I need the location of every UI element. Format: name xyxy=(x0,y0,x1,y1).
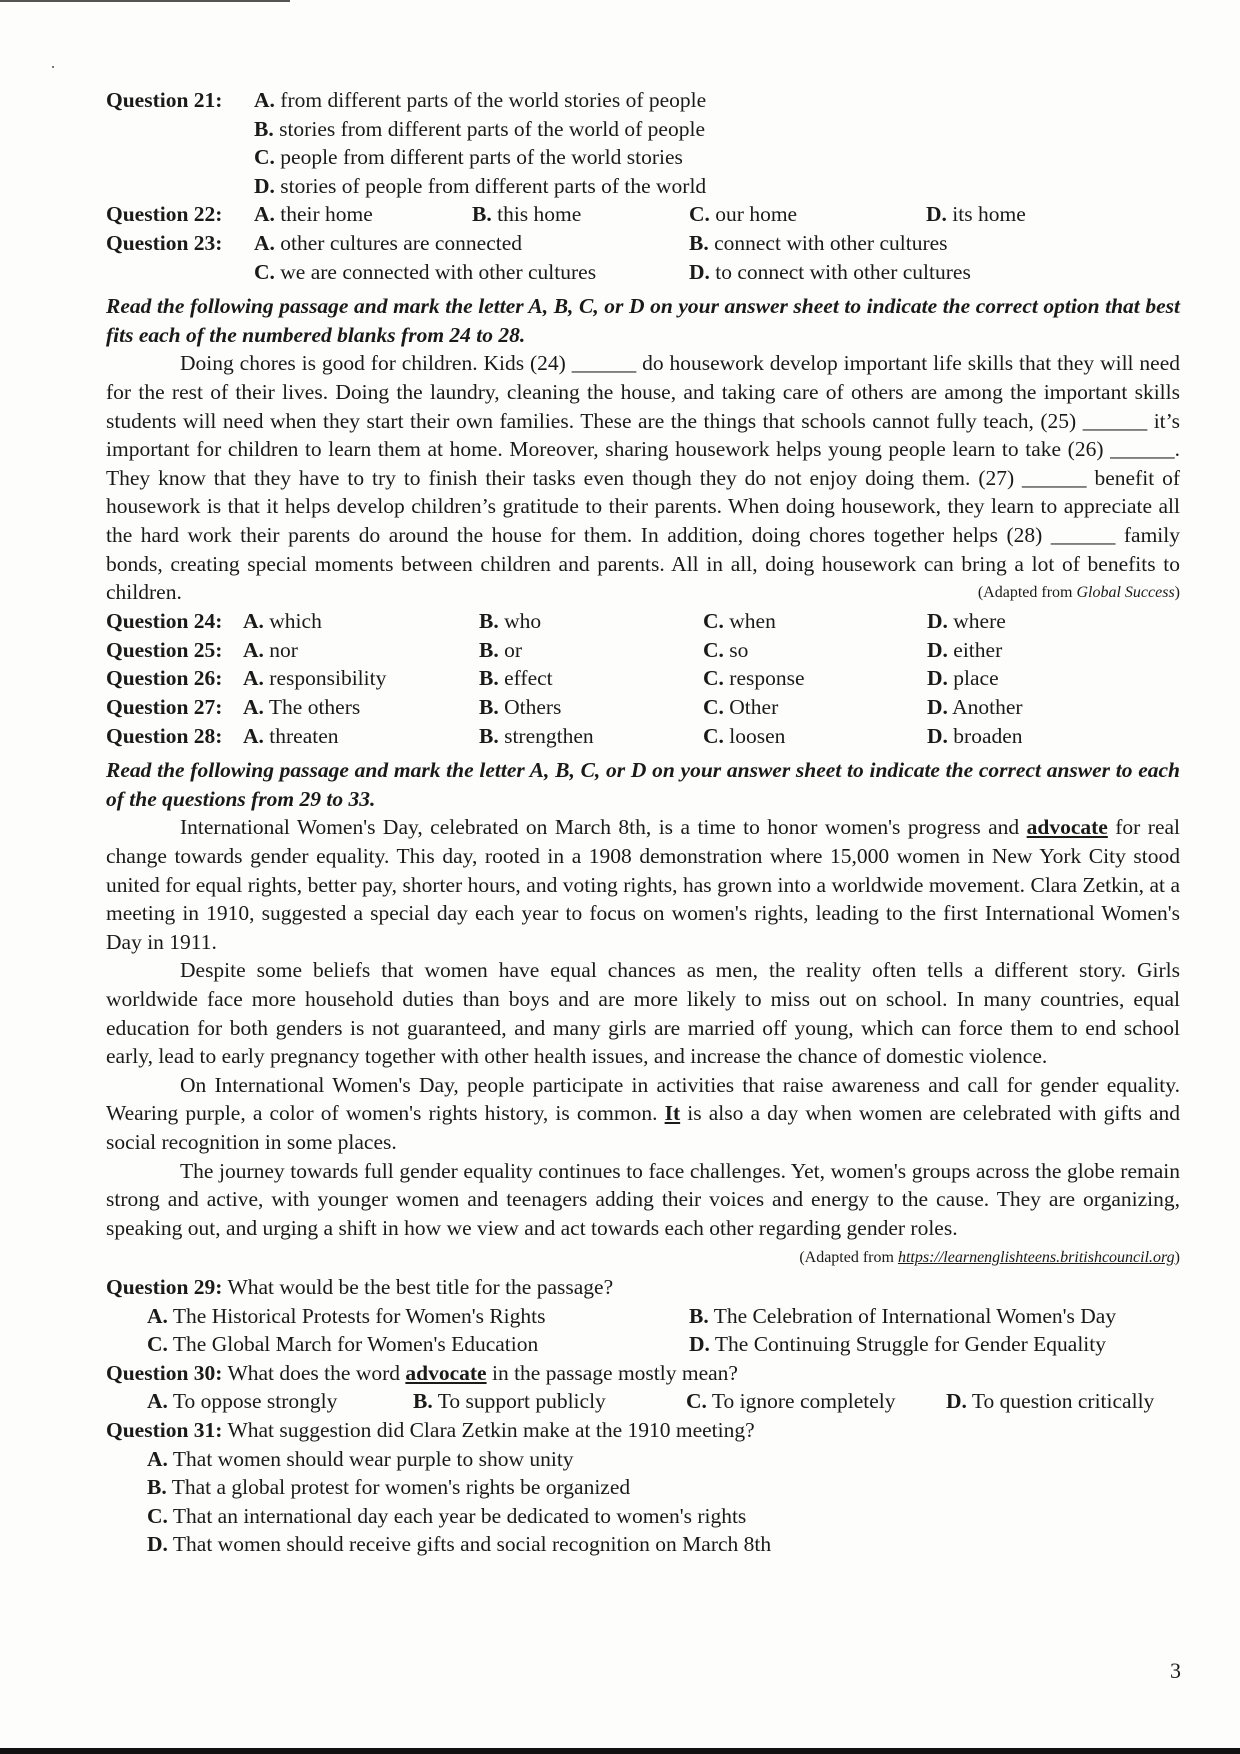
q30-highlight-advocate: advocate xyxy=(405,1360,487,1385)
q31-row-b xyxy=(106,1473,1180,1502)
q21-option-a[interactable]: A. from different parts of the world stories of people xyxy=(254,88,707,112)
q29-row-cd xyxy=(106,1330,1180,1359)
q29-option-b[interactable]: B. The Celebration of International Women's Day xyxy=(689,1303,1117,1328)
page-number: 3 xyxy=(1170,1658,1181,1683)
q27-option-c[interactable]: C. Other xyxy=(703,695,779,720)
q24-option-d[interactable]: D. where xyxy=(927,609,1006,634)
q27-row xyxy=(106,693,1180,722)
q30-label: Question 30: xyxy=(106,1360,223,1385)
q29-row-ab xyxy=(106,1302,1180,1331)
q24-label: Question 24: xyxy=(106,609,223,634)
q26-label: Question 26: xyxy=(106,666,223,691)
q31-row-a xyxy=(106,1445,1180,1474)
q23-option-c[interactable]: C. we are connected with other cultures xyxy=(254,259,597,284)
source-link[interactable]: https://learnenglishteens.britishcouncil.org xyxy=(897,1249,1175,1267)
q21-option-c[interactable]: C. people from different parts of the world stories xyxy=(254,145,683,170)
q24-row xyxy=(106,607,1180,636)
q26-option-b[interactable]: B. effect xyxy=(479,666,553,691)
source-british-council: (Adapted from https://learnenglishteens.britishcouncil.org) xyxy=(799,1249,1180,1267)
instruction-29-33: Read the following passage and mark the letter A, B, C, or D on your answer sheet to indicate the correct answer to each of the questions from 29 to 33. xyxy=(106,758,1180,811)
q28-label: Question 28: xyxy=(106,723,223,748)
q30-option-b[interactable]: B. To support publicly xyxy=(413,1389,606,1414)
q29-option-a[interactable]: A. The Historical Protests for Women's Rights xyxy=(147,1303,546,1328)
q31-stem-row xyxy=(106,1416,1180,1445)
q21-row-d xyxy=(106,172,1180,201)
q23-row-2 xyxy=(106,258,1180,287)
q21-option-b[interactable]: B. stories from different parts of the world of people xyxy=(254,116,705,141)
q27-option-d[interactable]: D. Another xyxy=(927,695,1023,720)
q22-option-b[interactable]: B. this home xyxy=(472,202,582,227)
q21-option-d[interactable]: D. stories of people from different parts of the world xyxy=(254,173,707,198)
q28-option-c[interactable]: C. loosen xyxy=(703,723,786,748)
q21-label: Question 21: xyxy=(106,88,223,112)
passage2-paragraph-2: Despite some beliefs that women have equal chances as men, the reality often tells a different story. Girls worldwide face more household duties than boys and are more likely to miss out on school. In many countries, equal education for both genders is not guaranteed, and many girls are married off young, which can force them to end school early, lead to early pregnancy together with other health issues, and increase the chance of domestic violence. xyxy=(106,958,1180,1069)
highlight-it: It xyxy=(664,1101,681,1126)
q27-option-a[interactable]: A. The others xyxy=(243,695,361,720)
q22-option-a[interactable]: A. their home xyxy=(254,202,373,227)
passage2-paragraph-3: On International Women's Day, people participate in activities that raise awareness and call for gender equality. Wearing purple, a color of women's rights history, is common. It is also a day when women are celebrated with gifts and social recognition in some places. xyxy=(106,1072,1180,1154)
q30-stem-row: Question 30: What does the word advocate in the passage mostly mean? xyxy=(106,1360,738,1385)
q29-option-c[interactable]: C. The Global March for Women's Education xyxy=(147,1332,539,1357)
source-global-success: (Adapted from Global Success) xyxy=(977,583,1180,601)
q31-row-d xyxy=(106,1530,1180,1559)
q23-label: Question 23: xyxy=(106,230,223,255)
highlight-advocate: advocate xyxy=(1026,815,1108,840)
q27-option-b[interactable]: B. Others xyxy=(479,695,562,720)
q28-row xyxy=(106,722,1180,751)
q30-option-a[interactable]: A. To oppose strongly xyxy=(147,1389,338,1414)
scan-speck xyxy=(52,66,54,68)
q25-option-c[interactable]: C. so xyxy=(703,637,749,662)
instruction-24-28: Read the following passage and mark the letter A, B, C, or D on your answer sheet to indicate the correct option that best fits each of the numbered blanks from 24 to 28. xyxy=(106,294,1180,347)
q22-option-d[interactable]: D. its home xyxy=(926,202,1026,227)
passage2-paragraph-4: The journey towards full gender equality continues to face challenges. Yet, women's groups across the globe remain strong and active, with younger women and teenagers adding their voices and energy to the cause. They are organizing, speaking out, and urging a shift in how we view and act towards each other regarding gender roles. xyxy=(106,1158,1180,1240)
q29-option-d[interactable]: D. The Continuing Struggle for Gender Equality xyxy=(689,1332,1106,1357)
q24-option-a[interactable]: A. which xyxy=(243,609,322,634)
q29-stem: What would be the best title for the passage? xyxy=(222,1274,614,1299)
q25-label: Question 25: xyxy=(106,637,223,662)
q22-label: Question 22: xyxy=(106,202,223,227)
q26-option-a[interactable]: A. responsibility xyxy=(243,666,387,691)
q23-option-b[interactable]: B. connect with other cultures xyxy=(689,230,948,255)
q27-label: Question 27: xyxy=(106,695,223,720)
q22-row xyxy=(106,200,1180,229)
q29-label: Question 29: xyxy=(106,1274,223,1299)
q28-option-a[interactable]: A. threaten xyxy=(243,723,339,748)
q26-option-c[interactable]: C. response xyxy=(703,666,805,691)
q30-option-c[interactable]: C. To ignore completely xyxy=(686,1389,896,1414)
q24-option-c[interactable]: C. when xyxy=(703,609,776,634)
q23-option-a[interactable]: A. other cultures are connected xyxy=(254,230,523,255)
q30-option-d[interactable]: D. To question critically xyxy=(946,1389,1155,1414)
q31-option-c[interactable]: C. That an international day each year be dedicated to women's rights xyxy=(147,1503,747,1528)
q25-row xyxy=(106,636,1180,665)
passage-chores: Doing chores is good for children. Kids (24) ______ do housework develop important life skills that they will need for the rest of their lives. Doing the laundry, cleaning the house, and taking care of others are among the important skills students will need when they start their own families. These are the things that schools cannot fully teach, (25) ______ it’s important for children to learn them at home. Moreover, sharing housework helps young people learn to take (26) ______. They know that they have to try to finish their tasks even though they do not enjoy doing them. (27) ______ benefit of housework is that it helps develop children’s gratitude to their parents. When doing housework, they learn to appreciate all the hard work their parents do around the house for them. In addition, doing chores together helps (28) ______ family bonds, creating special moments between children and parents. All in all, doing housework can bring a lot of benefits to children. xyxy=(106,351,1180,605)
q31-option-b[interactable]: B. That a global protest for women's rights be organized xyxy=(147,1475,631,1500)
exam-page xyxy=(106,86,1180,1559)
q21-row-c xyxy=(106,143,1180,172)
q28-option-d[interactable]: D. broaden xyxy=(927,723,1023,748)
q31-option-a[interactable]: A. That women should wear purple to show unity xyxy=(147,1446,574,1471)
q21-row-b xyxy=(106,115,1180,144)
q25-option-d[interactable]: D. either xyxy=(927,637,1003,662)
q29-stem-row xyxy=(106,1273,1180,1302)
q31-label: Question 31: xyxy=(106,1417,223,1442)
q26-row xyxy=(106,664,1180,693)
q25-option-a[interactable]: A. nor xyxy=(243,637,298,662)
top-rule xyxy=(0,0,290,2)
q24-option-b[interactable]: B. who xyxy=(479,609,542,634)
q25-option-b[interactable]: B. or xyxy=(479,637,523,662)
q28-option-b[interactable]: B. strengthen xyxy=(479,723,594,748)
q23-option-d[interactable]: D. to connect with other cultures xyxy=(689,259,971,284)
q31-option-d[interactable]: D. That women should receive gifts and social recognition on March 8th xyxy=(147,1532,772,1557)
q21-row-a xyxy=(106,86,1180,115)
passage2-paragraph-1: International Women's Day, celebrated on March 8th, is a time to honor women's progress and advocate for real change towards gender equality. This day, rooted in a 1908 demonstration where 15,000 women in New York City stood united for equal rights, better pay, shorter hours, and voting rights, has grown into a worldwide movement. Clara Zetkin, at a meeting in 1910, suggested a special day each year to focus on women's rights, leading to the first International Women's Day in 1911. xyxy=(106,815,1180,954)
q31-row-c xyxy=(106,1502,1180,1531)
q22-option-c[interactable]: C. our home xyxy=(689,202,798,227)
q30-row xyxy=(106,1387,1180,1416)
q26-option-d[interactable]: D. place xyxy=(927,666,999,691)
bottom-border xyxy=(0,1748,1240,1754)
q23-row-1 xyxy=(106,229,1180,258)
q31-stem: What suggestion did Clara Zetkin make at the 1910 meeting? xyxy=(222,1417,755,1442)
